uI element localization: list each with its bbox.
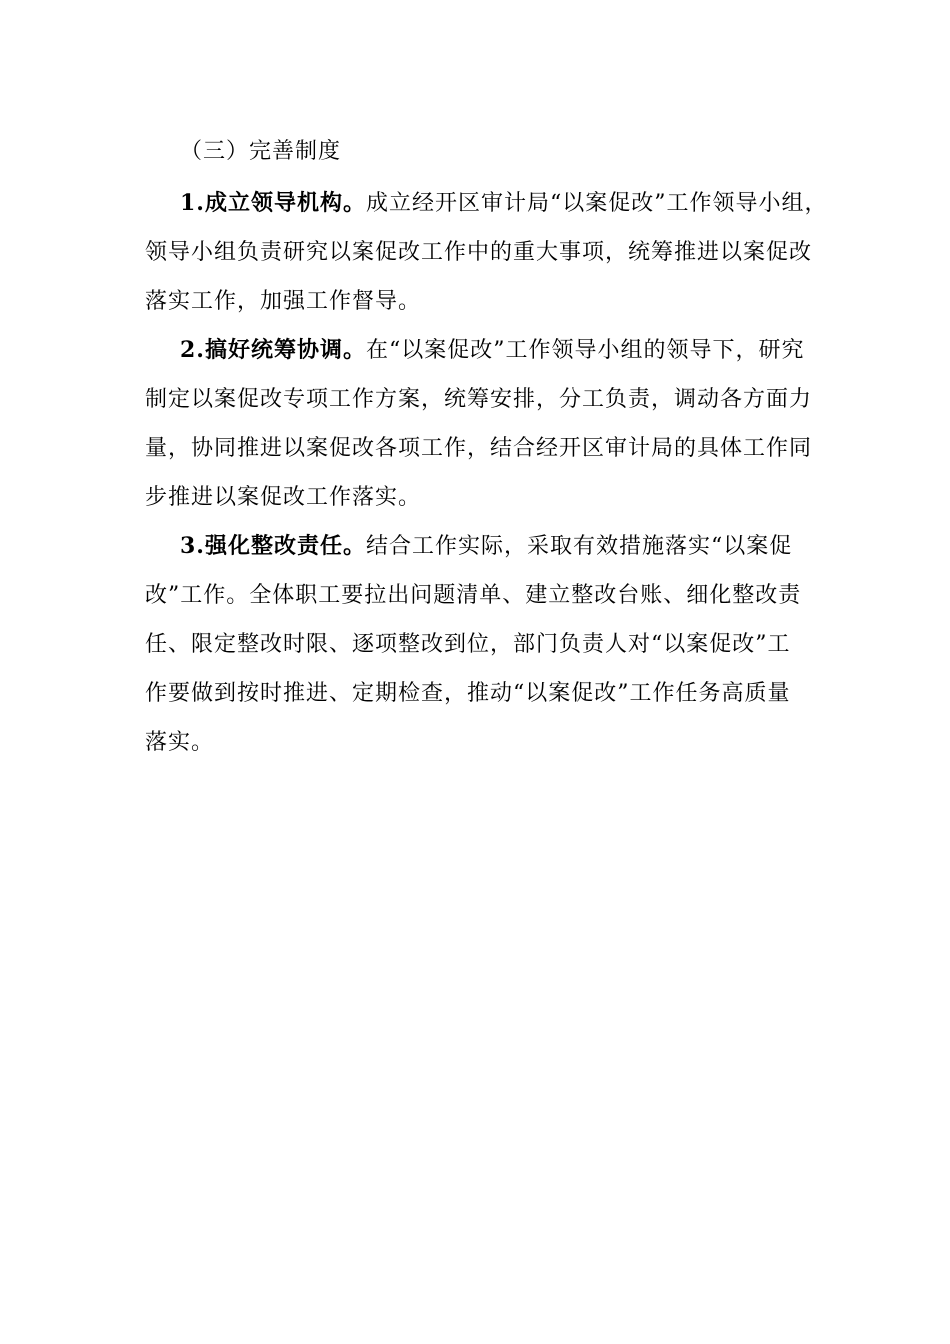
paragraph-1: [145, 179, 828, 326]
paragraph-line: 制定以案促改专项工作方案，统筹安排，分工负责，调动各方面力: [145, 387, 813, 412]
section-heading: （三）完善制度: [180, 139, 342, 164]
paragraph-text: 成立经开区审计局“以案促改”工作领导小组，: [365, 191, 828, 216]
paragraph-text: 在“以案促改”工作领导小组的领导下，研究: [365, 338, 805, 363]
document-body: [145, 135, 828, 767]
paragraph-line: [145, 326, 805, 375]
paragraph-line: 量，协同推进以案促改各项工作，结合经开区审计局的具体工作同: [145, 436, 813, 461]
paragraph-title: 2.搞好统筹协调。: [180, 337, 366, 363]
paragraph-line: 步推进以案促改工作落实。: [145, 485, 422, 510]
paragraph-3: [145, 522, 805, 767]
paragraph-line: 改”工作。全体职工要拉出问题清单、建立整改台账、细化整改责: [145, 583, 802, 608]
paragraph-line: 落实工作，加强工作督导。: [145, 289, 422, 314]
paragraph-line: [145, 522, 805, 571]
paragraph-title: 3.强化整改责任。: [180, 533, 366, 559]
paragraph-title: 1.成立领导机构。: [180, 190, 366, 216]
paragraph-line: 领导小组负责研究以案促改工作中的重大事项，统筹推进以案促改: [145, 240, 813, 265]
paragraph-line: 作要做到按时推进、定期检查，推动“以案促改”工作任务高质量: [145, 681, 791, 706]
paragraph-text: 结合工作实际，采取有效措施落实“以案促: [365, 534, 793, 559]
paragraph-2: [145, 326, 813, 522]
paragraph-line: 落实。: [145, 730, 215, 755]
paragraph-line: [145, 179, 828, 228]
paragraph-line: 任、限定整改时限、逐项整改到位，部门负责人对“以案促改”工: [145, 632, 791, 657]
